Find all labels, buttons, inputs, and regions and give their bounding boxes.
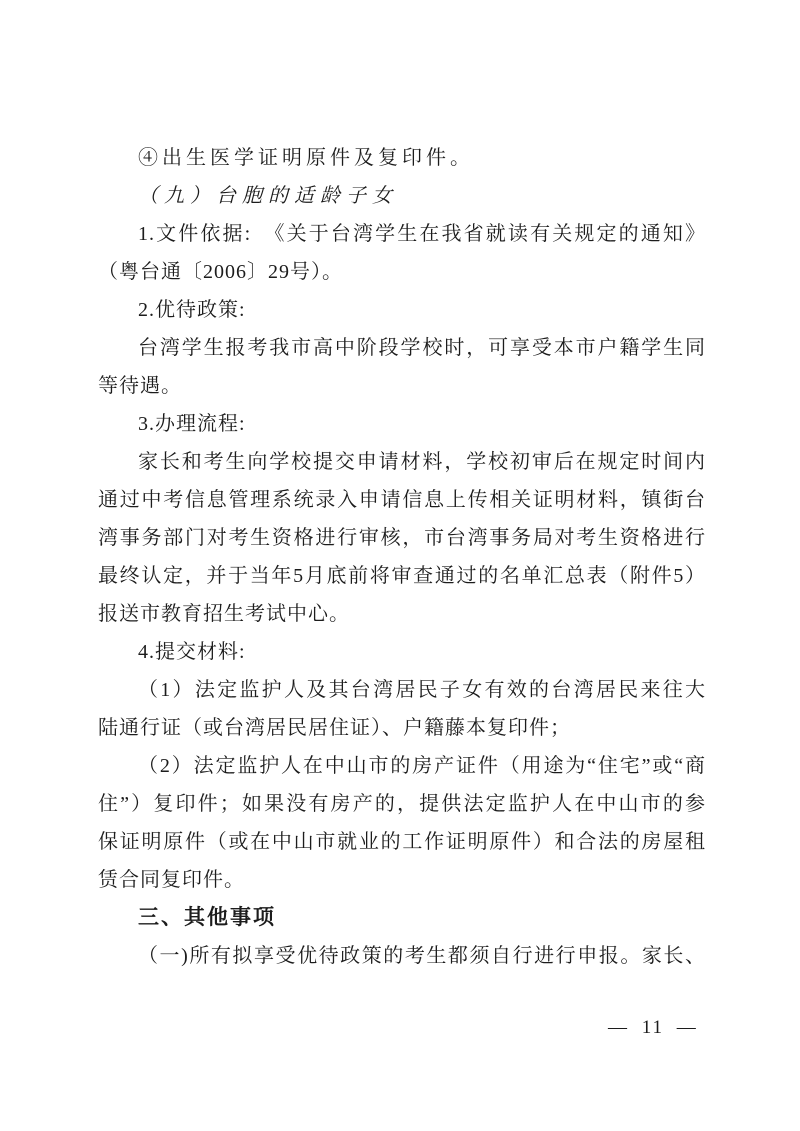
text-line: （粤台通〔2006〕29号）。	[98, 261, 343, 283]
text-line: 通过中考信息管理系统录入申请信息上传相关证明材料，镇街台	[98, 489, 706, 511]
text-line: 1.文件依据: 《关于台湾学生在我省就读有关规定的通知》	[138, 223, 706, 245]
text-line: 台湾学生报考我市高中阶段学校时，可享受本市户籍学生同	[138, 337, 706, 359]
text-line: 等待遇。	[98, 375, 182, 397]
text-line: 住”）复印件；如果没有房产的，提供法定监护人在中山市的参	[98, 793, 706, 815]
text-line: （2）法定监护人在中山市的房产证件（用途为“住宅”或“商	[138, 755, 706, 777]
text-line: 最终认定，并于当年5月底前将审查通过的名单汇总表（附件5）	[98, 565, 706, 587]
section-heading: 三、其他事项	[138, 906, 276, 929]
page-body	[98, 139, 706, 975]
text-line: 赁合同复印件。	[98, 869, 245, 891]
text-line: ④出生医学证明原件及复印件。	[138, 147, 474, 169]
text-line: （一)所有拟享受优待政策的考生都须自行进行申报。家长、	[138, 945, 706, 967]
text-line: 2.优待政策:	[138, 299, 246, 321]
text-line: 家长和考生向学校提交申请材料，学校初审后在规定时间内	[138, 451, 706, 473]
text-line: 湾事务部门对考生资格进行审核，市台湾事务局对考生资格进行	[98, 527, 706, 549]
text-line: 3.办理流程:	[138, 413, 246, 435]
text-line: 4.提交材料:	[138, 641, 246, 663]
text-line: 报送市教育招生考试中心。	[98, 603, 350, 625]
page-number: — 11 —	[608, 1017, 698, 1038]
text-line: 陆通行证（或台湾居民居住证）、户籍藤本复印件；	[98, 717, 571, 739]
text-line: 保证明原件（或在中山市就业的工作证明原件）和合法的房屋租	[98, 831, 706, 853]
text-line: （1）法定监护人及其台湾居民子女有效的台湾居民来往大	[138, 679, 706, 701]
subsection-heading: （九）台胞的适龄子女	[138, 185, 398, 207]
